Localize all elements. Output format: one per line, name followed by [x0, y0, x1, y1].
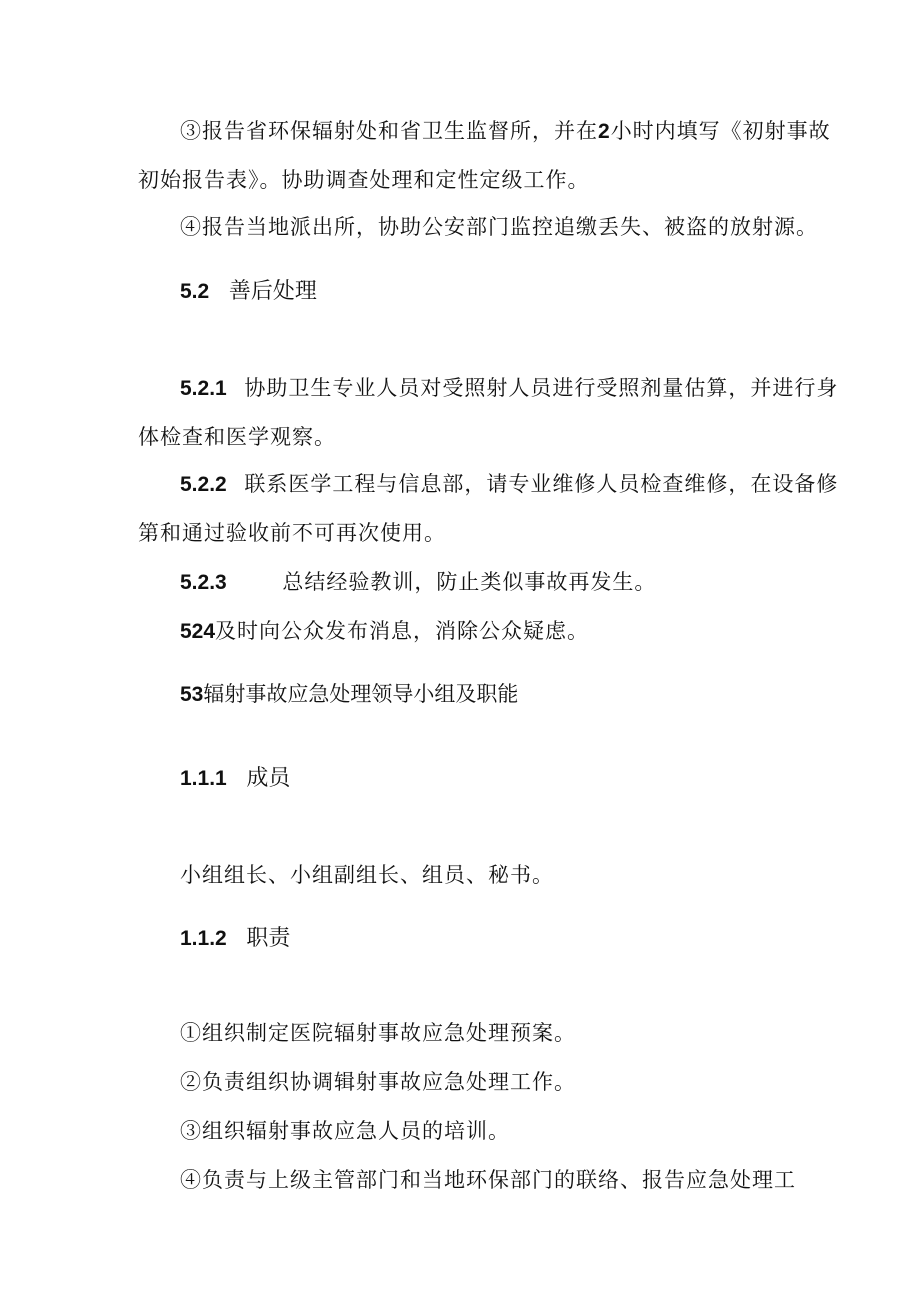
para-4: ④报告当地派出所，协助公安部门监控追缴丢失、被盗的放射源。: [180, 215, 818, 239]
item-5-2-2-line-2: 第和通过验收前不可再次使用。: [138, 521, 446, 545]
item-5-2-1-line-2: 体检查和医学观察。: [138, 425, 336, 449]
section-5-2-heading: [180, 277, 317, 306]
duty-item: ①组织制定医院辐射事故应急处理预案。: [180, 1021, 576, 1045]
para-3-hours-number: 2: [598, 120, 611, 143]
section-53-heading: [180, 680, 518, 709]
para-3-text-suffix: 小时内填写《初射事故: [610, 119, 831, 143]
item-5-2-2-line-1: [180, 470, 838, 499]
duty-item: ④负责与上级主管部门和当地环保部门的联络、报告应急处理工: [180, 1168, 796, 1192]
section-1-1-1-heading: [180, 764, 290, 793]
para-3-line-2: 初始报告表》。协助调查处理和定性定级工作。: [138, 168, 590, 192]
section-number: 1.1.2: [180, 927, 227, 950]
item-text: 协助卫生专业人员对受照射人员进行受照剂量估算，并进行身: [244, 376, 839, 400]
members-text: 小组组长、小组副组长、组员、秘书。: [180, 863, 554, 887]
item-text: 联系医学工程与信息部，请专业维修人员检查维修，在设备修: [244, 472, 839, 496]
item-number: 5.2.1: [180, 377, 227, 400]
item-number: 524: [180, 620, 216, 643]
para-3-text-prefix: ③报告省环保辐射处和省卫生监督所，并在: [180, 119, 598, 143]
section-title: 成员: [246, 766, 291, 791]
duty-item: ③组织辐射事故应急人员的培训。: [180, 1119, 510, 1143]
section-title: 职责: [246, 926, 291, 951]
section-number: 5.2: [180, 280, 210, 303]
item-5-2-1-line-1: [180, 374, 838, 403]
section-number: 1.1.1: [180, 767, 227, 790]
section-number: 53: [180, 683, 204, 706]
section-title: 善后处理: [228, 279, 317, 304]
duty-item: ②负责组织协调辑射事故应急处理工作。: [180, 1070, 576, 1094]
item-text: 总结经验教训，防止类似事故再发生。: [282, 570, 657, 594]
item-524: [180, 617, 589, 646]
item-text: 及时向公众发布消息，消除公众疑虑。: [215, 619, 590, 643]
item-5-2-3: [180, 568, 656, 597]
section-title: 辐射事故应急处理领导小组及职能: [203, 682, 519, 706]
item-number: 5.2.3: [180, 571, 227, 594]
para-3-line-1: [180, 117, 831, 146]
section-1-1-2-heading: [180, 924, 290, 953]
item-number: 5.2.2: [180, 473, 227, 496]
